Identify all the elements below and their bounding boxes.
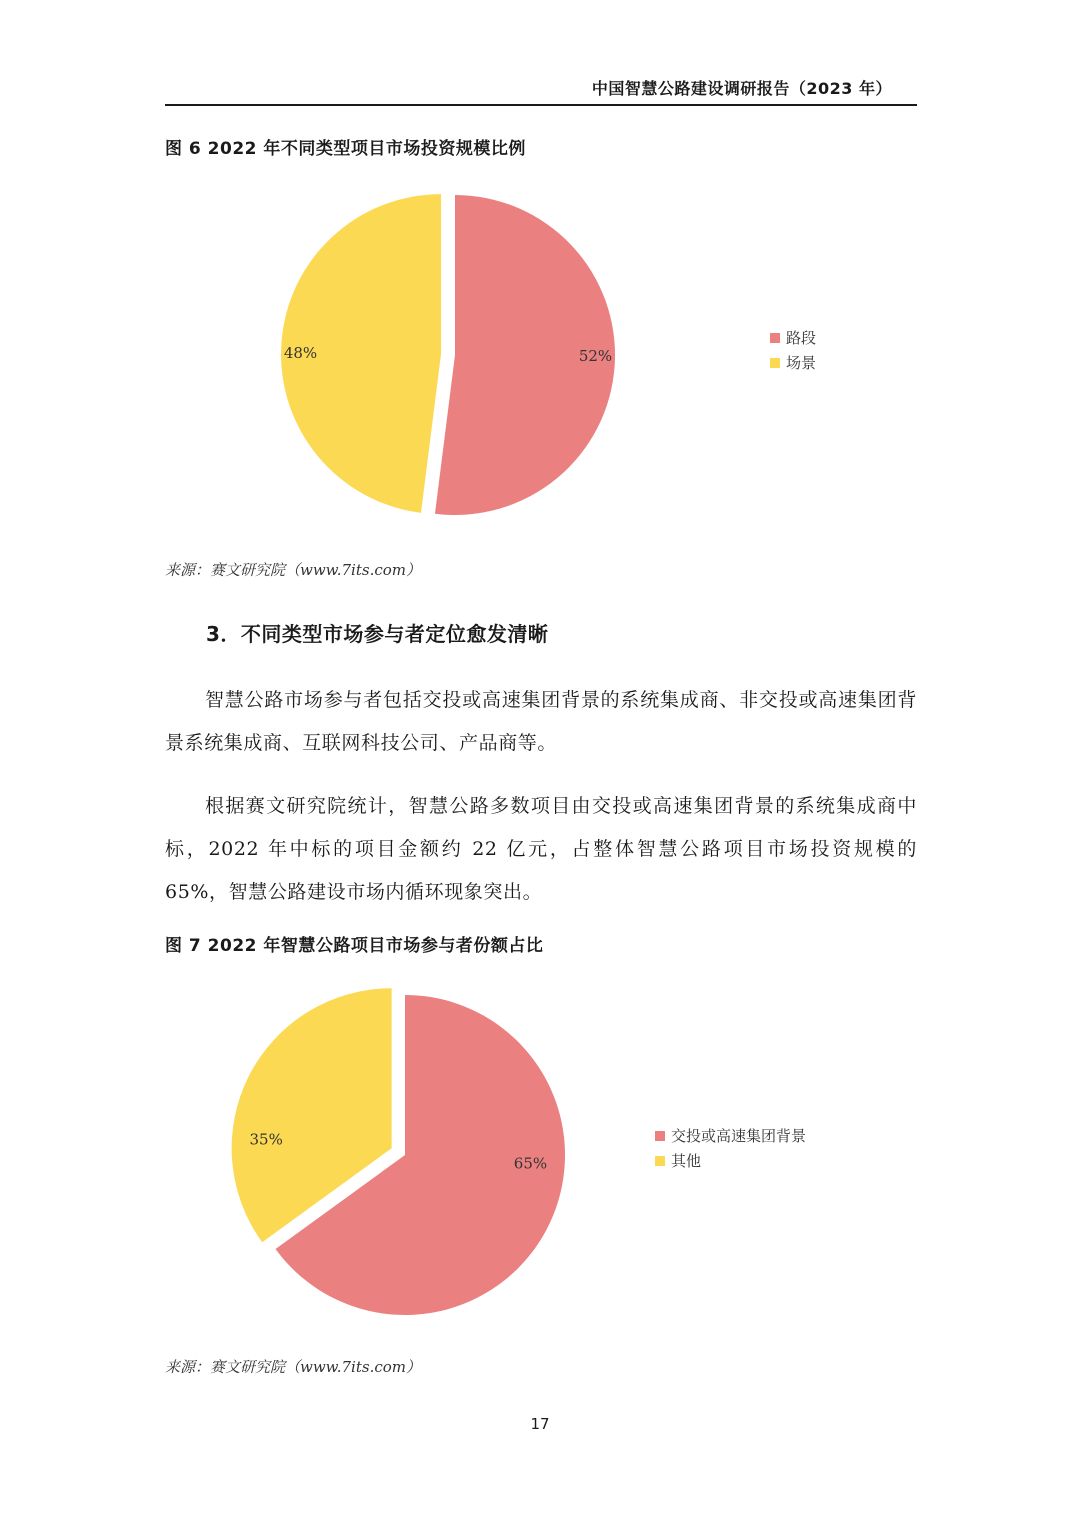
pie-value-label: 65% [513, 1154, 548, 1173]
header-rule [165, 104, 917, 106]
figure7-caption: 图 7 2022 年智慧公路项目市场参与者份额占比 [165, 936, 544, 956]
header-title: 中国智慧公路建设调研报告（2023 年） [591, 79, 892, 98]
legend-swatch [655, 1156, 665, 1166]
legend-swatch [770, 333, 780, 343]
legend-label: 场景 [786, 354, 817, 372]
page-number: 17 [530, 1415, 550, 1433]
figure7-source: 来源：赛文研究院（www.7its.com） [165, 1358, 421, 1376]
paragraph-1: 智慧公路市场参与者包括交投或高速集团背景的系统集成商、非交投或高速集团背景系统集成商、互联网科技公司、产品商等。 [165, 689, 917, 754]
legend-label: 交投或高速集团背景 [671, 1127, 807, 1145]
section-heading: 3．不同类型市场参与者定位愈发清晰 [206, 622, 549, 646]
pie-chart-figure6 [0, 180, 1080, 540]
pie-value-label: 35% [249, 1130, 283, 1149]
pie-value-label: 48% [283, 343, 318, 362]
figure6-source: 来源：赛文研究院（www.7its.com） [165, 561, 421, 579]
legend-swatch [655, 1131, 665, 1141]
paragraph-2: 根据赛文研究院统计，智慧公路多数项目由交投或高速集团背景的系统集成商中标，2022 年中标的项目金额约 22 亿元，占整体智慧公路项目市场投资规模的 65%，智慧公路建设市场内循环现象突出。 [165, 795, 917, 903]
pie-value-label: 52% [578, 347, 613, 366]
figure6-caption: 图 6 2022 年不同类型项目市场投资规模比例 [165, 139, 526, 159]
legend-label: 路段 [786, 329, 817, 347]
legend-label: 其他 [671, 1152, 702, 1170]
legend-swatch [770, 358, 780, 368]
pie-chart-figure7 [0, 975, 1080, 1335]
